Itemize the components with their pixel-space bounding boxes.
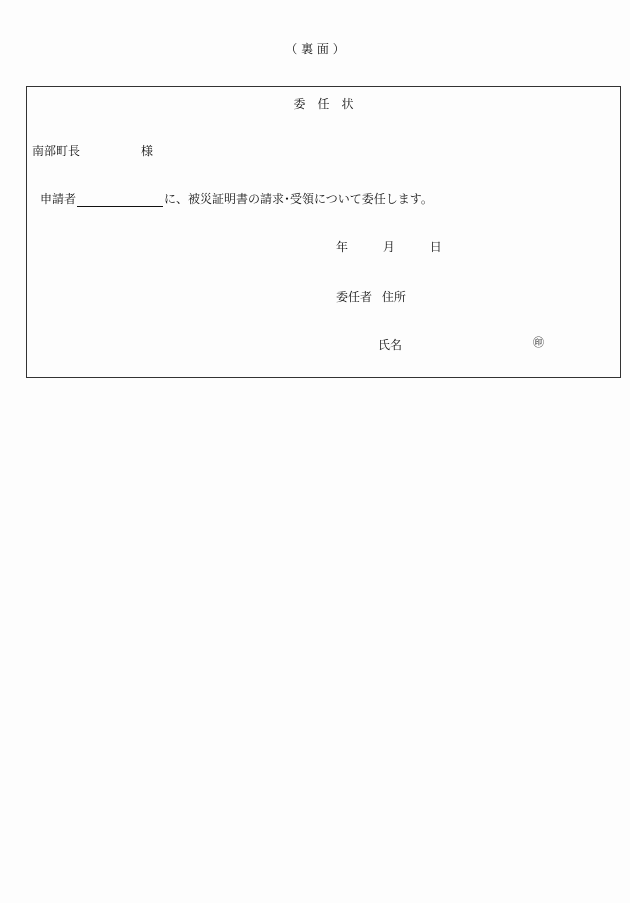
delegator-label: 委任者 [336, 290, 373, 304]
power-of-attorney-form [26, 86, 621, 378]
applicant-label: 申請者 [40, 192, 77, 206]
address-label: 住所 [381, 290, 406, 304]
honorific-label: 様 [141, 144, 154, 158]
date-line [336, 238, 442, 255]
delegation-statement [40, 190, 433, 207]
year-label: 年 [336, 240, 349, 254]
page-heading: （ 裏 面 ） [285, 42, 345, 56]
month-label: 月 [382, 240, 395, 254]
name-label: 氏名 [378, 338, 403, 352]
addressee-label: 南部町長 [32, 144, 81, 158]
document-title: 委 任 状 [293, 97, 354, 111]
day-label: 日 [429, 240, 442, 254]
seal-icon: ㊞ [533, 336, 544, 349]
delegator-address-line [336, 288, 406, 305]
statement-text: に、被災証明書の請求･受領について委任します。 [164, 192, 433, 206]
applicant-name-blank [77, 194, 163, 207]
